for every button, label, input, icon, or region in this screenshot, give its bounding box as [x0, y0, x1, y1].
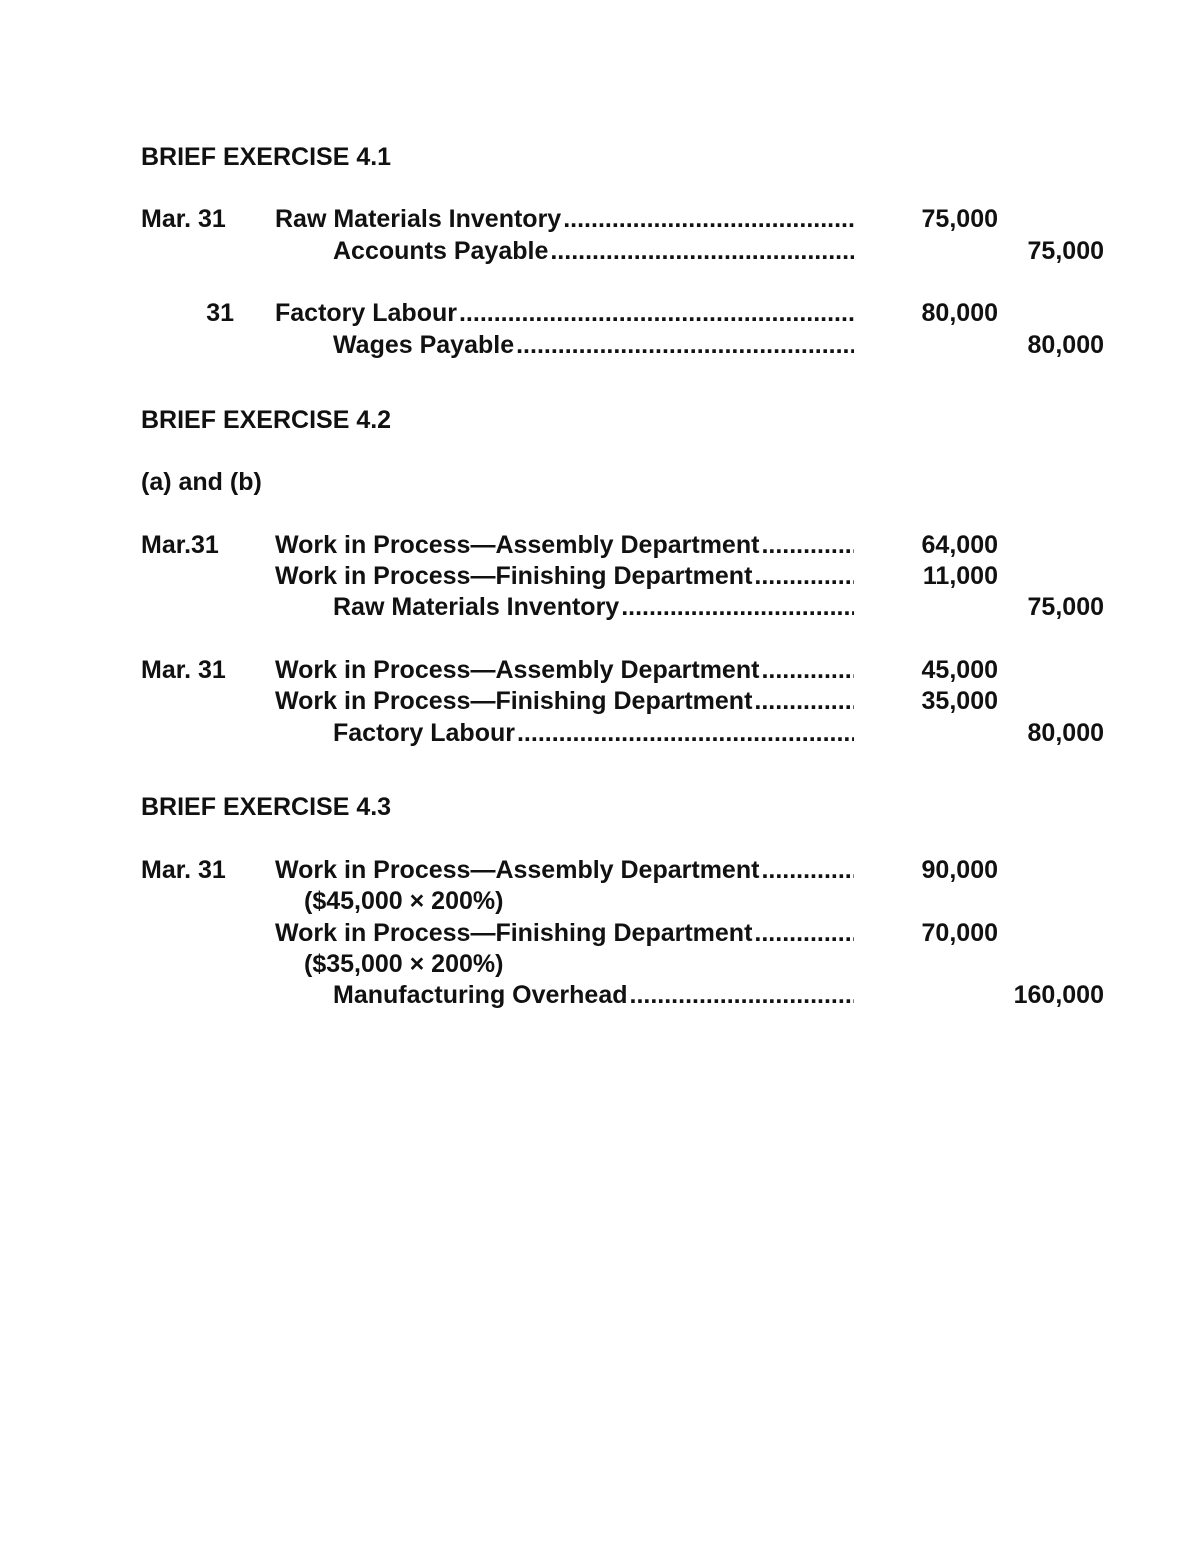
debit-amount: 11,000 — [922, 562, 998, 590]
entry-date: 31 — [206, 299, 234, 327]
debit-account: Work in Process—Assembly Department ..... — [275, 655, 854, 686]
journal-row — [0, 718, 1200, 749]
exercise-4-3-title: BRIEF EXERCISE 4.3 — [141, 793, 392, 821]
credit-amount: 75,000 — [1027, 593, 1104, 621]
exercise-4-2-subtitle: (a) and (b) — [141, 468, 262, 496]
debit-account: Work in Process—Finishing Department ..... — [275, 686, 854, 717]
journal-row — [0, 330, 1200, 361]
debit-account: Work in Process—Assembly Department ..... — [275, 855, 854, 886]
debit-amount: 70,000 — [921, 919, 998, 947]
calculation-note — [0, 949, 1200, 980]
credit-account: Raw Materials Inventory ..... — [333, 592, 854, 623]
entry-date: Mar.31 — [141, 531, 219, 559]
debit-amount: 80,000 — [921, 299, 998, 327]
journal-row — [0, 655, 1200, 686]
journal-row — [0, 855, 1200, 886]
exercise-4-2-title: BRIEF EXERCISE 4.2 — [141, 406, 392, 434]
credit-account: Wages Payable ..... — [333, 330, 854, 361]
credit-amount: 80,000 — [1027, 331, 1104, 359]
exercise-4-1-title: BRIEF EXERCISE 4.1 — [141, 143, 392, 171]
journal-row — [0, 204, 1200, 235]
journal-row — [0, 686, 1200, 717]
journal-row — [0, 918, 1200, 949]
debit-account: Work in Process—Finishing Department ..... — [275, 561, 854, 592]
journal-row — [0, 236, 1200, 267]
journal-row — [0, 592, 1200, 623]
journal-row — [0, 298, 1200, 329]
entry-date: Mar. 31 — [141, 205, 226, 233]
debit-amount: 45,000 — [921, 656, 998, 684]
debit-amount: 75,000 — [921, 205, 998, 233]
credit-amount: 75,000 — [1027, 237, 1104, 265]
debit-account: Work in Process—Assembly Department ..... — [275, 530, 854, 561]
credit-amount: 80,000 — [1027, 719, 1104, 747]
debit-account: Factory Labour ..... — [275, 298, 854, 329]
credit-account: Factory Labour ..... — [333, 718, 854, 749]
debit-amount: 64,000 — [921, 531, 998, 559]
debit-amount: 35,000 — [921, 687, 998, 715]
entry-date: Mar. 31 — [141, 856, 226, 884]
calculation-text: ($45,000 × 200%) — [304, 887, 504, 915]
debit-account: Raw Materials Inventory ..... — [275, 204, 854, 235]
credit-account: Accounts Payable ..... — [333, 236, 854, 267]
journal-row — [0, 530, 1200, 561]
credit-account: Manufacturing Overhead ..... — [333, 980, 854, 1011]
calculation-text: ($35,000 × 200%) — [304, 950, 504, 978]
journal-row — [0, 980, 1200, 1011]
debit-account: Work in Process—Finishing Department ..... — [275, 918, 854, 949]
entry-date: Mar. 31 — [141, 656, 226, 684]
credit-amount: 160,000 — [1013, 981, 1104, 1009]
calculation-note — [0, 886, 1200, 917]
debit-amount: 90,000 — [921, 856, 998, 884]
journal-row — [0, 561, 1200, 592]
